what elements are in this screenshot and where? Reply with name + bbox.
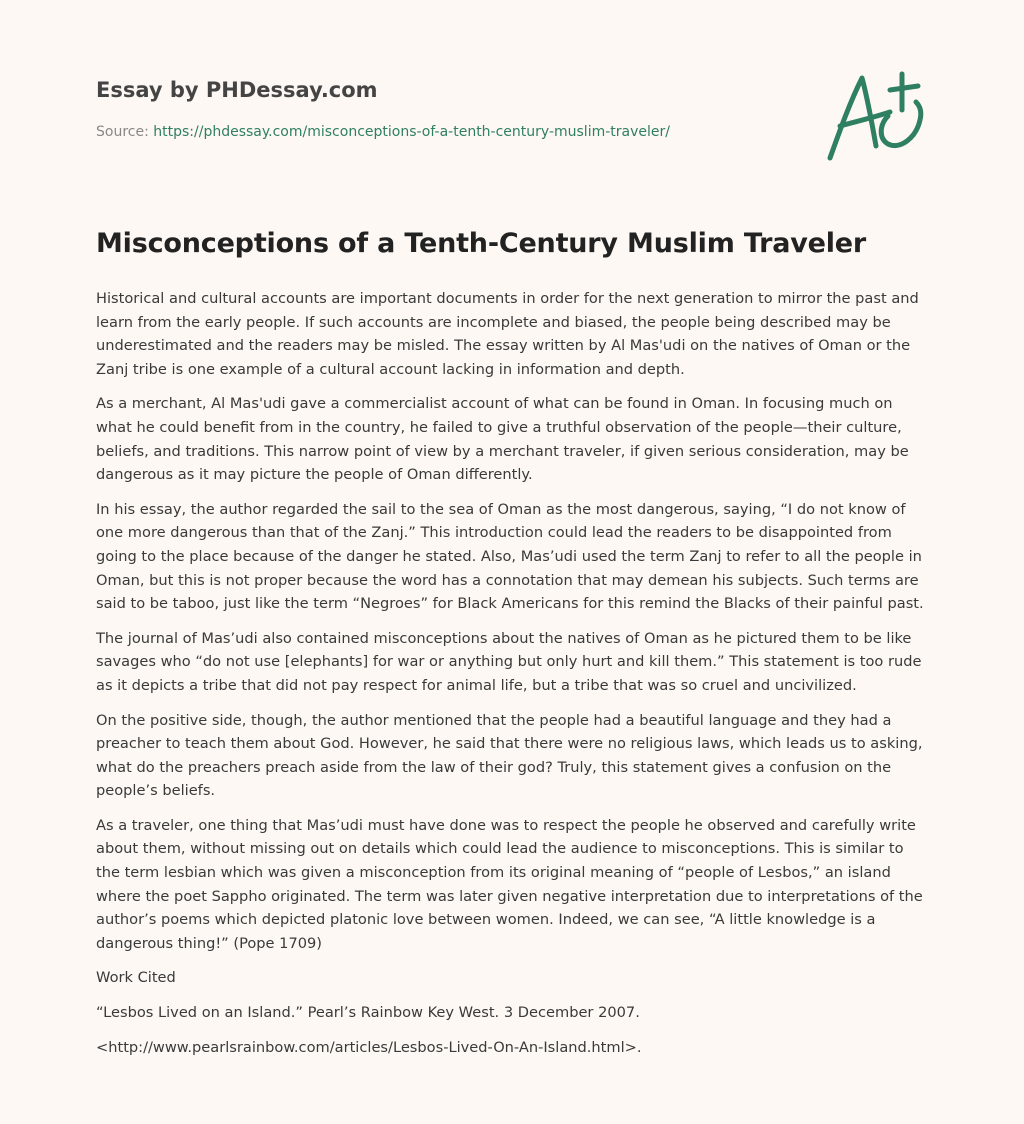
source-line xyxy=(96,124,670,140)
work-cited-heading: Work Cited xyxy=(96,969,176,987)
a-plus-grade-icon xyxy=(822,68,932,164)
source-link[interactable]: https://phdessay.com/misconceptions-of-a-tenth-century-muslim-traveler/ xyxy=(153,124,670,140)
source-label: Source: xyxy=(96,124,154,140)
paragraph-4: The journal of Mas’udi also contained misconceptions about the natives of Oman as he pictured them to be like savages who “do not use [elephants] for war or anything but only hurt and kill them.” This statement is too rude as it depicts a tribe that did not pay respect for animal life, but a tribe that was so cruel and uncivilized. xyxy=(96,629,922,694)
paragraph-2: As a merchant, Al Mas'udi gave a commercialist account of what can be found in Oman. In focusing much on what he could benefit from in the country, he failed to give a truthful observation of the people—their culture, beliefs, and traditions. This narrow point of view by a merchant traveler, if given serious consideration, may be dangerous as it may picture the people of Oman differently. xyxy=(96,395,909,484)
essay-title: Misconceptions of a Tenth-Century Muslim Traveler xyxy=(96,228,867,259)
paragraph-1: Historical and cultural accounts are important documents in order for the next generation to mirror the past and learn from the early people. If such accounts are incomplete and biased, the people being described may be underestimated and the readers may be misled. The essay written by Al Mas'udi on the natives of Oman or the Zanj tribe is one example of a cultural account lacking in information and depth. xyxy=(96,290,919,378)
paragraph-5: On the positive side, though, the author mentioned that the people had a beautiful language and they had a preacher to teach them about God. However, he said that there were no religious laws, which leads us to asking, what do the preachers preach aside from the law of their god? Truly, this statement gives a confusion on the people’s beliefs. xyxy=(96,711,923,800)
site-brand: Essay by PHDessay.com xyxy=(96,78,378,102)
paragraph-6: As a traveler, one thing that Mas’udi must have done was to respect the people he observed and carefully write about them, without missing out on details which could lead the audience to misconceptions. This is similar to the term lesbian which was given a misconception from its original meaning of “people of Lesbos,” an island where the poet Sappho originated. The term was later given negative interpretation due to interpretations of the author’s poems which depicted platonic love between women. Indeed, we can see, “A little knowledge is a dangerous thing!” (Pope 1709) xyxy=(96,816,923,952)
citation-url: <http://www.pearlsrainbow.com/articles/Lesbos-Lived-On-An-Island.html>. xyxy=(96,1038,642,1056)
citation-entry: “Lesbos Lived on an Island.” Pearl’s Rainbow Key West. 3 December 2007. xyxy=(96,1004,640,1022)
essay-body xyxy=(96,287,928,1070)
paragraph-3: In his essay, the author regarded the sail to the sea of Oman as the most dangerous, saying, “I do not know of one more dangerous than that of the Zanj.” This introduction could lead the readers to be disappointed from going to the place because of the danger he stated. Also, Mas’udi used the term Zanj to refer to all the people in Oman, but this is not proper because the word has a connotation that may demean his subjects. Such terms are said to be taboo, just like the term “Negroes” for Black Americans for this remind the Blacks of their painful past. xyxy=(96,500,924,613)
